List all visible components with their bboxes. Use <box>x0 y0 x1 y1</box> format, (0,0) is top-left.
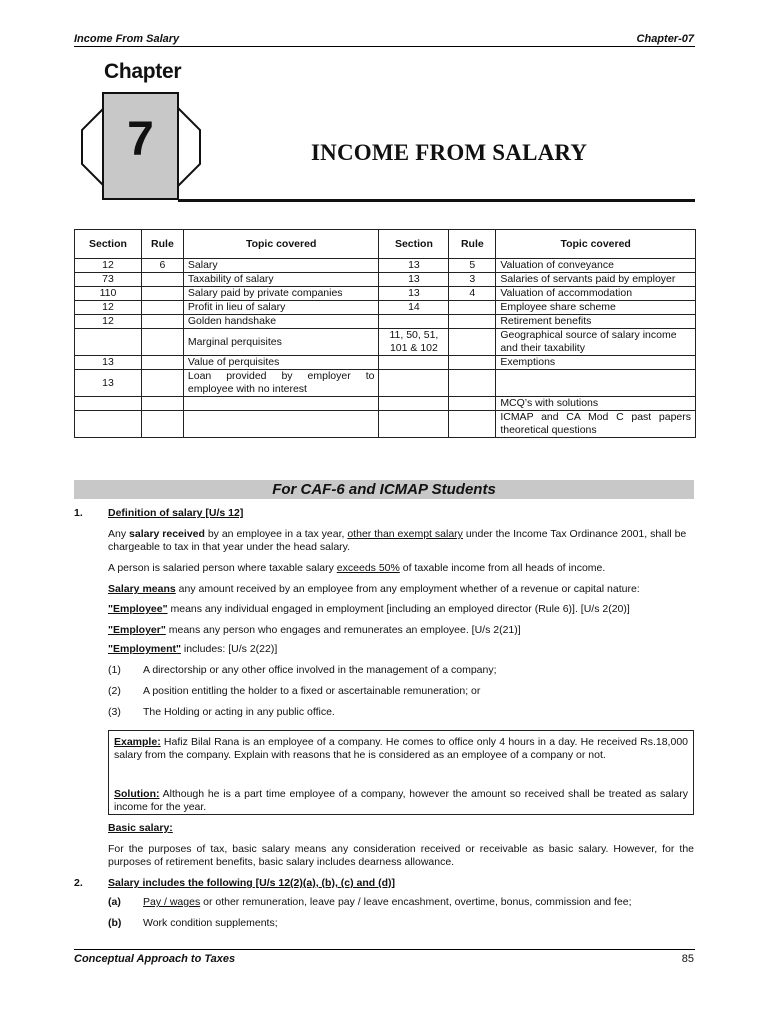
chapter-label: Chapter <box>104 60 182 83</box>
header-left: Income From Salary <box>74 33 180 45</box>
table-cell <box>379 356 449 370</box>
list-item: A directorship or any other office involved in the management of a company; <box>143 664 497 676</box>
table-row <box>75 329 696 356</box>
table-cell: 11, 50, 51, 101 & 102 <box>379 329 449 356</box>
table-cell <box>141 287 183 301</box>
table-cell <box>379 315 449 329</box>
header-divider <box>74 46 695 47</box>
text-run: by an employee in a tax year, <box>204 528 348 540</box>
table-cell: 73 <box>75 273 142 287</box>
list-item-number: (a) <box>108 896 121 908</box>
section-banner: For CAF-6 and ICMAP Students <box>74 480 694 499</box>
table-cell: Employee share scheme <box>496 301 696 315</box>
text-run: "Employer" <box>108 624 166 636</box>
column-header: Rule <box>449 230 496 259</box>
table-cell <box>183 397 379 411</box>
column-header: Topic covered <box>496 230 696 259</box>
text-run: "Employment" <box>108 643 181 655</box>
table-cell: Taxability of salary <box>183 273 379 287</box>
column-header: Rule <box>141 230 183 259</box>
table-header-row <box>75 230 696 259</box>
table-cell: 6 <box>141 259 183 273</box>
basic-salary-heading: Basic salary: <box>108 822 173 834</box>
salaried-person-paragraph <box>108 562 694 575</box>
table-cell: Valuation of accommodation <box>496 287 696 301</box>
text-run: A person is salaried person where taxable salary <box>108 562 337 574</box>
table-row <box>75 259 696 273</box>
list-item-number: (b) <box>108 917 122 929</box>
table-row <box>75 370 696 397</box>
text-run: salary received <box>129 528 205 540</box>
text-run: Hafiz Bilal Rana is an employee of a company. He comes to office only 4 hours in a day. He received Rs.18,000 salary from the company. Explain with reasons that he is considered as an employee of a company or not. <box>114 736 688 761</box>
basic-salary-paragraph: For the purposes of tax, basic salary means any consideration received or receivable as basic salary. However, for the purposes of retirement benefits, basic salary includes dearness allowance. <box>108 843 694 868</box>
table-cell <box>141 273 183 287</box>
salary-means-paragraph <box>108 583 694 596</box>
list-item: Work condition supplements; <box>143 917 278 929</box>
table-cell <box>449 370 496 397</box>
table-row <box>75 356 696 370</box>
list-item-number: (1) <box>108 664 121 676</box>
table-cell: ICMAP and CA Mod C past papers theoretical questions <box>496 411 696 438</box>
table-cell <box>496 370 696 397</box>
table-cell <box>183 411 379 438</box>
column-header: Section <box>379 230 449 259</box>
table-cell <box>449 356 496 370</box>
section-heading: Definition of salary [U/s 12] <box>108 507 244 519</box>
text-run: Pay / wages <box>143 896 201 908</box>
example-text <box>114 736 688 762</box>
table-cell <box>75 411 142 438</box>
table-cell: Salaries of servants paid by employer <box>496 273 696 287</box>
table-cell <box>449 411 496 438</box>
text-run: exceeds 50% <box>336 562 400 574</box>
text-run: or other remuneration, leave pay / leave encashment, overtime, bonus, commission and fee; <box>200 896 632 908</box>
example-label: Example: <box>114 736 161 748</box>
table-row <box>75 301 696 315</box>
employee-definition <box>108 603 694 616</box>
list-item: A position entitling the holder to a fixed or ascertainable remuneration; or <box>143 685 481 697</box>
chapter-title: INCOME FROM SALARY <box>311 140 588 165</box>
table-cell <box>141 301 183 315</box>
table-cell: 4 <box>449 287 496 301</box>
table-cell <box>379 411 449 438</box>
table-cell <box>449 397 496 411</box>
table-row <box>75 287 696 301</box>
text-run: other than exempt salary <box>347 528 463 540</box>
table-cell: 5 <box>449 259 496 273</box>
employer-definition <box>108 624 694 637</box>
table-cell: Valuation of conveyance <box>496 259 696 273</box>
table-cell: 12 <box>75 301 142 315</box>
table-cell <box>449 329 496 356</box>
table-row <box>75 273 696 287</box>
table-cell: MCQ’s with solutions <box>496 397 696 411</box>
list-item-number: (3) <box>108 706 121 718</box>
footer-divider <box>74 949 695 950</box>
table-row <box>75 397 696 411</box>
text-run: Any <box>108 528 130 540</box>
salary-received-paragraph <box>108 528 694 554</box>
table-cell: Geographical source of salary income and their taxability <box>496 329 696 356</box>
table-cell <box>449 315 496 329</box>
table-row <box>75 315 696 329</box>
table-cell: Retirement benefits <box>496 315 696 329</box>
text-run: means any individual engaged in employment [including an employed director (Rule 6)]. [U/s 2(20)] <box>167 603 630 615</box>
topics-table <box>74 229 696 438</box>
table-cell: 12 <box>75 259 142 273</box>
table-cell: Golden handshake <box>183 315 379 329</box>
table-cell: Value of perquisites <box>183 356 379 370</box>
section-number: 2. <box>74 877 83 889</box>
solution-text <box>114 788 688 814</box>
list-item <box>143 896 632 909</box>
text-run: Salary means <box>108 583 176 595</box>
table-cell: Exemptions <box>496 356 696 370</box>
header-right: Chapter-07 <box>636 33 694 45</box>
text-run: includes: [U/s 2(22)] <box>180 643 278 655</box>
list-item-number: (2) <box>108 685 121 697</box>
text-run: Although he is a part time employee of a company, however the amount so received shall be treated as salary income for the year. <box>114 788 688 813</box>
table-cell: Profit in lieu of salary <box>183 301 379 315</box>
table-cell: 13 <box>379 273 449 287</box>
column-header: Section <box>75 230 142 259</box>
table-cell <box>141 329 183 356</box>
section-heading: Salary includes the following [U/s 12(2)(a), (b), (c) and (d)] <box>108 877 396 889</box>
table-cell: Marginal perquisites <box>183 329 379 356</box>
text-run: "Employee" <box>108 603 168 615</box>
table-cell <box>379 370 449 397</box>
table-cell <box>75 397 142 411</box>
table-cell <box>141 370 183 397</box>
page-number: 85 <box>681 953 694 965</box>
text-run: any amount received by an employee from any employment whether of a revenue or capital nature: <box>175 583 640 595</box>
table-cell: 13 <box>379 259 449 273</box>
table-cell <box>449 301 496 315</box>
table-cell: Salary paid by private companies <box>183 287 379 301</box>
column-header: Topic covered <box>183 230 379 259</box>
table-cell <box>141 356 183 370</box>
table-cell: 13 <box>379 287 449 301</box>
solution-label: Solution: <box>114 788 160 800</box>
table-cell <box>75 329 142 356</box>
footer-left: Conceptual Approach to Taxes <box>74 953 236 965</box>
table-cell: 12 <box>75 315 142 329</box>
table-row <box>75 411 696 438</box>
table-cell <box>141 315 183 329</box>
employment-definition <box>108 643 694 656</box>
text-run: of taxable income from all heads of income. <box>399 562 606 574</box>
text-run: means any person who engages and remunerates an employee. [U/s 2(21)] <box>165 624 521 636</box>
table-cell <box>141 411 183 438</box>
section-number: 1. <box>74 507 83 519</box>
table-cell: Salary <box>183 259 379 273</box>
table-cell: 14 <box>379 301 449 315</box>
table-cell: 13 <box>75 370 142 397</box>
chapter-number: 7 <box>127 113 154 166</box>
table-cell <box>141 397 183 411</box>
table-cell: 3 <box>449 273 496 287</box>
title-underline <box>178 199 695 202</box>
text-run: under the Income Tax Ordinance 2001, shall be chargeable to tax in that year under the head salary. <box>108 528 687 553</box>
table-cell <box>379 397 449 411</box>
list-item: The Holding or acting in any public office. <box>143 706 335 718</box>
table-cell: Loan provided by employer to employee with no interest <box>183 370 379 397</box>
table-cell: 13 <box>75 356 142 370</box>
table-cell: 110 <box>75 287 142 301</box>
